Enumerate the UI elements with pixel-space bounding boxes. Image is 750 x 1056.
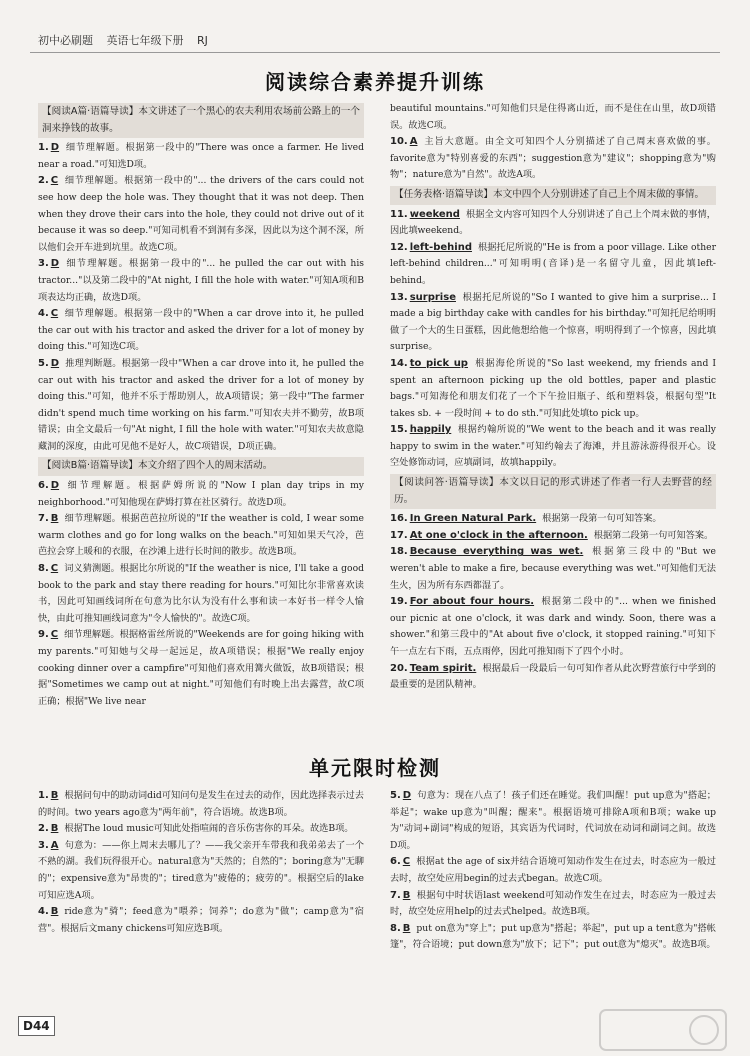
answer-key: D	[50, 142, 60, 154]
question-number: 10.	[390, 136, 408, 148]
explanation-text: 根据第二段第一句可知答案。	[593, 529, 714, 541]
answer-key: left-behind	[409, 241, 472, 253]
question-number: 2.	[38, 823, 49, 835]
explanation-text: ride意为"骑"；feed意为"喂养；饲养"；do意为"做"；camp意为"宿营"。根据后文many chickens可知应选B项。	[38, 906, 364, 934]
answer-key: B	[50, 513, 59, 525]
answer-key: surprise	[409, 291, 456, 303]
answer-key: In Green Natural Park.	[409, 513, 537, 525]
explanation-text: 细节理解题。根据第一段中的"There was once a farmer. He lived near a road."可知选D项。	[38, 142, 364, 170]
explanation-text: 细节理解题。根据萨姆所说的"Now I plan day trips in my neighborhood."可知他现在萨姆打算在社区骑行。故选D项。	[38, 480, 364, 508]
watermark-logo	[598, 1008, 728, 1052]
explanation-text: 细节理解题。根据第一段中的"... the drivers of the cars could not see how deep the hole was. They thought that it was not deep. Then when they drove their cars into the hole, they could not drive out of it because it was so deep."可知司机看不到洞有多深，因此以为这个洞不深，所以他们会开车进到坑里。故选C项。	[38, 175, 364, 253]
answer-item	[38, 173, 364, 256]
question-number: 6.	[38, 480, 49, 492]
answer-item	[38, 561, 364, 627]
series-name: 初中必刷题	[38, 34, 93, 47]
explanation-text: 根据第三段中的"But we weren't able to make a fire, because everything was wet."可知他们无法生火，因为所有东西都湿了。	[390, 546, 716, 591]
explanation-text: 主旨大意题。由全文可知四个人分别描述了自己周末喜欢做的事。favorite意为"特别喜爱的东西"；suggestion意为"建议"；shopping意为"购物"；nature意为"自然"。故选A项。	[390, 136, 716, 181]
answer-key: C	[50, 175, 59, 187]
question-number: 18.	[390, 546, 408, 558]
answer-item	[38, 511, 364, 561]
explanation-text: 句意为：现在八点了！孩子们还在睡觉。我们叫醒！put up意为"搭起；举起"；wake up意为"叫醒；醒来"。根据语境可排除A项和B项；wake up为"动词+副词"构成的短语，其宾语为代词时，代词放在动词和副词之间。故选D项。	[390, 790, 716, 851]
answer-key: A	[50, 839, 59, 851]
question-number: 7.	[390, 889, 401, 901]
answer-item	[38, 478, 364, 511]
explanation-text: 根据海伦所说的"So last weekend, my friends and I spent an afternoon picking up the old bottles, paper and plastic bags."可知海伦和朋友们花了一个下午捡旧瓶子、纸和塑料袋，根据句型"It takes sb. + 一段时间 + to do sth."可知此处填to pick up。	[390, 357, 716, 419]
explanation-text: 词义猜测题。根据比尔所说的"If the weather is nice, I'll take a good book to the park and stay there reading for hours."可知比尔非常喜欢读书，因此可知画线词所在句意为比尔认为没有什么事和读一本好书一样令人愉快，由此可推知画线词意为"令人愉快的"。故选C项。	[38, 563, 364, 624]
explanation-text: put on意为"穿上"；put up意为"搭起；举起"，put up a tent意为"搭帐篷"，符合语境；put down意为"放下；记下"；put out意为"熄灭"。故选B项。	[390, 922, 716, 951]
explanation-text: 细节理解题。根据芭芭拉所说的"If the weather is cold, I wear some warm clothes and go for long walks on the beach."可知如果天气冷，芭芭拉会穿上暖和的衣服，在沙滩上进行长时间的散步。故选B项。	[38, 513, 364, 558]
explanation-text: 推理判断题。根据第一段中"When a car drove into it, he pulled the car out with his tractor and asked the driver for a lot of money by doing this."可知，他并不乐于帮助别人，故A项错误；第一段中"The farmer didn't spend much time working on his farm."可知农夫并不勤劳，故B项错误；由全文最后一句"At night, I fill the hole with water."可知农夫故意隐藏洞的深度，由此可见他不是好人，故C项错误，D项正确。	[38, 357, 364, 452]
question-number: 6.	[390, 856, 401, 868]
answer-item	[38, 838, 364, 904]
reading-guide: 【阅读A篇·语篇导读】本文讲述了一个黑心的农夫利用农场前公路上的一个洞来挣钱的故事。	[38, 103, 364, 138]
answer-item	[390, 511, 716, 528]
answer-key: D	[402, 790, 412, 801]
book-name: 英语七年级下册	[106, 34, 184, 47]
answer-key: A	[409, 136, 418, 148]
explanation-text: 根据第二段中的"... when we finished our picnic at one o'clock, it was dark and windy. Soon, there was a shower."和第三段中的"At about five o'clock, it stopped raining."可知下午一点左右下雨，五点雨停，因此可推知雨下了四个小时。	[390, 596, 716, 657]
page-number: D44	[18, 1016, 55, 1036]
answer-key: D	[50, 480, 60, 492]
answer-item	[390, 788, 716, 854]
reading-guide: 【任务表格·语篇导读】本文中四个人分别讲述了自己上个周末做的事情。	[390, 186, 716, 205]
answer-key: B	[50, 823, 59, 835]
explanation-text: 根据托尼所说的"So I wanted to give him a surprise... I made a big birthday cake with candles for his birthday."可知托尼给明明做了一个大的生日蛋糕，因此他想给他一个惊喜，明明得到了一个惊喜，因此填surprise。	[390, 291, 716, 353]
question-number: 3.	[38, 839, 49, 851]
answer-item	[390, 594, 716, 660]
answer-key: C	[50, 629, 59, 641]
question-number: 17.	[390, 529, 408, 541]
section-title-unit-test: 单元限时检测	[309, 756, 441, 780]
question-number: 8.	[38, 563, 49, 575]
answer-item	[38, 904, 364, 937]
explanation-text: 根据The loud music可知此处指喧闹的音乐伤害你的耳朵。故选B项。	[64, 823, 354, 835]
answer-item	[38, 788, 364, 821]
answer-item	[390, 134, 716, 184]
question-number: 11.	[390, 208, 408, 220]
answer-item	[390, 544, 716, 594]
answer-key: C	[50, 308, 59, 320]
answers-column-right-top	[390, 101, 716, 694]
explanation-text: 根据全文内容可知四个人分别讲述了自己上个周末做的事情，因此填weekend。	[390, 208, 716, 237]
explanation-text: 根据问句中的助动词did可知问句是发生在过去的动作，因此选择表示过去的时间。two years ago意为"两年前"，符合语境。故选B项。	[38, 790, 364, 818]
explanation-text: 细节理解题。根据第一段中的"... he pulled the car out with his tractor..."以及第二段中的"At night, I fill the hole with water."可知A项和B项表达均正确，故选D项。	[38, 258, 364, 303]
answers-column-left-top	[38, 101, 364, 710]
answer-continuation: beautiful mountains."可知他们只是住得离山近，而不是住在山里，故D项错误。故选C项。	[390, 103, 716, 131]
answer-item	[390, 422, 716, 472]
edition-label: RJ	[197, 34, 208, 47]
question-number: 4.	[38, 906, 49, 918]
answer-item	[38, 627, 364, 710]
answer-key: B	[402, 889, 411, 901]
answer-key: weekend	[409, 208, 460, 220]
explanation-text: 根据最后一段最后一句可知作者从此次野营旅行中学到的最重要的是团队精神。	[390, 662, 716, 691]
header-rule	[30, 52, 720, 53]
answer-key: B	[50, 906, 59, 918]
answer-key: B	[402, 922, 411, 934]
explanation-text: 根据句中时状语last weekend可知动作发生在过去，时态应为一般过去时，故空处应用help的过去式helped。故选B项。	[390, 889, 716, 918]
question-number: 8.	[390, 922, 401, 934]
explanation-text: 根据第一段第一句可知答案。	[542, 513, 662, 525]
question-number: 1.	[38, 142, 49, 154]
answer-item	[390, 888, 716, 921]
question-number: 3.	[38, 258, 49, 270]
answer-item	[390, 207, 716, 240]
answer-item	[390, 240, 716, 290]
question-number: 9.	[38, 629, 49, 641]
answers-column-right-bottom	[390, 788, 716, 954]
answer-key: C	[50, 563, 59, 575]
question-number: 5.	[38, 357, 49, 369]
answer-key: At one o'clock in the afternoon.	[409, 529, 588, 541]
question-number: 7.	[38, 513, 49, 525]
answer-key: B	[50, 790, 59, 801]
answers-column-left-bottom	[38, 788, 364, 937]
answer-item	[390, 661, 716, 694]
question-number: 13.	[390, 291, 408, 303]
reading-guide: 【阅读B篇·语篇导读】本文介绍了四个人的周末活动。	[38, 457, 364, 476]
answer-key: For about four hours.	[409, 596, 535, 608]
answer-item	[390, 528, 716, 545]
answer-item	[390, 921, 716, 954]
explanation-text: 句意为：——你上周末去哪儿了？——我父亲开车带我和我弟弟去了一个不熟的湖。我们玩得很开心。natural意为"天然的；自然的"；boring意为"无聊的"；expensive意为"昂贵的"；tired意为"疲倦的；疲劳的"。根据空后的lake可知应选A项。	[38, 839, 364, 901]
question-number: 19.	[390, 596, 408, 608]
answer-item	[38, 356, 364, 456]
question-number: 14.	[390, 357, 408, 369]
explanation-text: 根据托尼所说的"He is from a poor village. Like other left-behind children..."可知明明(音译)是一名留守儿童，因此填left-behind。	[390, 241, 716, 286]
question-number: 15.	[390, 424, 408, 436]
answer-item	[390, 854, 716, 887]
answer-key: D	[50, 258, 60, 270]
answer-item	[390, 356, 716, 422]
question-number: 2.	[38, 175, 49, 187]
answer-item	[38, 821, 364, 838]
answer-item	[38, 140, 364, 173]
reading-guide: 【阅读问答·语篇导读】本文以日记的形式讲述了作者一行人去野营的经历。	[390, 474, 716, 509]
question-number: 16.	[390, 513, 408, 525]
explanation-text: 根据约翰所说的"We went to the beach and it was really happy to swim in the water."可知约翰去了海滩，并且游泳游得很开心。设空处修饰动词，应填副词，故填happily。	[390, 424, 716, 469]
question-number: 12.	[390, 241, 408, 253]
question-number: 5.	[390, 790, 401, 801]
answer-key: Because everything was wet.	[409, 546, 584, 558]
explanation-text: 细节理解题。根据第一段中的"When a car drove into it, he pulled the car out with his tractor and asked the driver for a lot of money by doing this."可知选C项。	[38, 308, 364, 353]
answer-item	[390, 290, 716, 356]
answer-item	[38, 306, 364, 356]
answer-key: D	[50, 357, 60, 369]
question-number: 1.	[38, 790, 49, 801]
answer-key: Team spirit.	[409, 662, 477, 674]
explanation-text: 根据at the age of six并结合语境可知动作发生在过去，时态应为一般过去时，故空处应用begin的过去式began。故选C项。	[390, 856, 716, 884]
answer-key: happily	[409, 424, 452, 436]
question-number: 20.	[390, 662, 408, 674]
explanation-text: 细节理解题。根据格雷丝所说的"Weekends are for going hiking with my parents."可知她与父母一起远足，故A项错误；根据"We really enjoy cooking dinner over a campfire"可知他们喜欢用篝火做饭，故B项错误；根据"Sometimes we camp out at night."可知他们有时晚上出去露营，故C项正确；根据"We live near	[38, 629, 364, 707]
answer-item	[38, 256, 364, 306]
question-number: 4.	[38, 308, 49, 320]
section-title-reading: 阅读综合素养提升训练	[265, 70, 485, 94]
answer-key: C	[402, 856, 411, 868]
running-head	[38, 32, 218, 48]
answer-key: to pick up	[409, 357, 468, 369]
